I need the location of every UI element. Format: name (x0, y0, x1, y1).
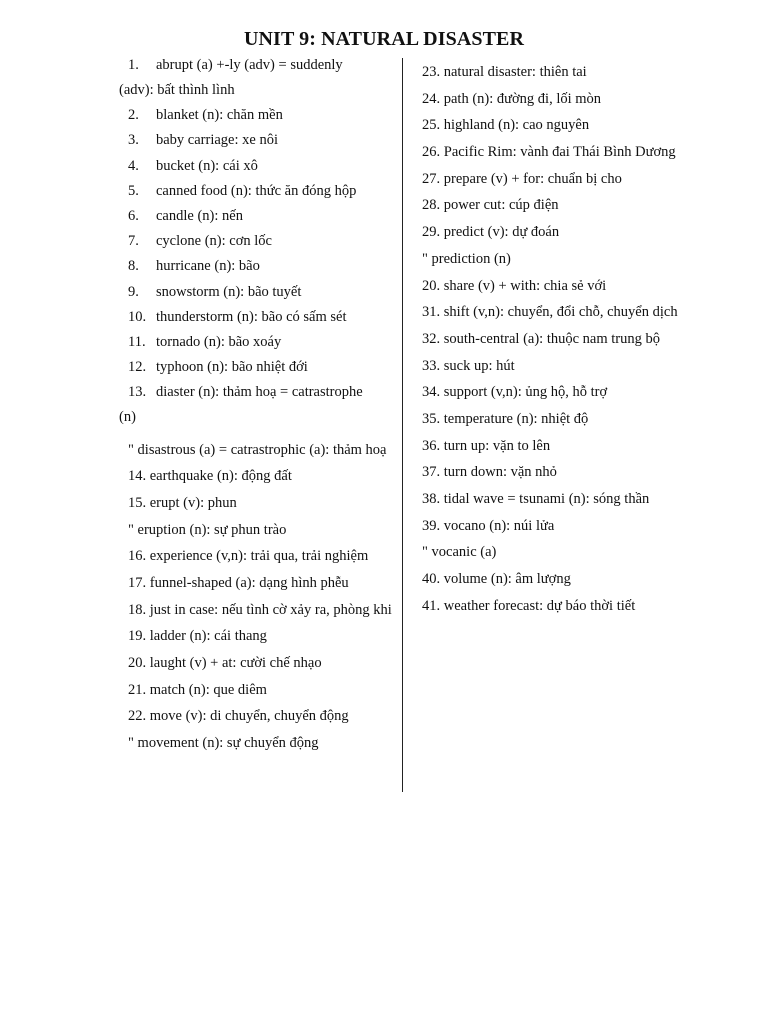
vocab-entry: 38. tidal wave = tsunami (n): sóng thần (422, 491, 650, 507)
vocab-entry: 20. share (v) + with: chia sẻ với (422, 277, 607, 294)
vocab-entry (119, 131, 395, 150)
vocab-entry: " disastrous (a) = catrastrophic (a): thảm hoạ (128, 442, 387, 459)
entry-number: 5. (128, 182, 139, 199)
entry-text: tornado (n): bão xoáy (156, 333, 282, 350)
vocab-entry (119, 56, 395, 75)
vocab-entry (119, 157, 395, 176)
right-column (413, 63, 703, 623)
entry-text: thunderstorm (n): bão có sấm sét (156, 308, 347, 325)
vocab-entry-continuation: (n) (119, 409, 136, 426)
entry-text: abrupt (a) +-ly (adv) = suddenly (156, 57, 343, 73)
vocab-entry: 15. erupt (v): phun (128, 494, 237, 511)
entry-number: 12. (128, 359, 147, 376)
vocab-entry (119, 308, 395, 327)
vocab-entry: 21. match (n): que diêm (128, 681, 267, 698)
entry-text: baby carriage: xe nôi (156, 132, 278, 149)
entry-number: 7. (128, 233, 139, 250)
column-divider (402, 58, 403, 792)
vocab-entry: 18. just in case: nếu tình cờ xảy ra, phòng khi (128, 601, 392, 618)
entry-number: 9. (128, 283, 139, 300)
vocab-entry: 27. prepare (v) + for: chuẩn bị cho (422, 170, 622, 187)
vocab-entry: 32. south-central (a): thuộc nam trung bộ (422, 330, 660, 347)
vocab-entry: " movement (n): sự chuyển động (128, 735, 319, 752)
entry-number: 2. (128, 107, 139, 124)
vocab-entry: 36. turn up: vặn to lên (422, 437, 551, 454)
vocab-entry: 37. turn down: vặn nhỏ (422, 464, 557, 481)
vocab-entry: 31. shift (v,n): chuyển, đổi chỗ, chuyển dịch (422, 304, 678, 321)
page-title: UNIT 9: NATURAL DISASTER (243, 28, 525, 50)
entry-number: 11. (128, 333, 146, 350)
entry-number: 6. (128, 207, 139, 224)
entry-text: canned food (n): thức ăn đóng hộp (156, 182, 357, 199)
entry-text: blanket (n): chăn mền (156, 107, 283, 124)
vocab-entry: 16. experience (v,n): trải qua, trải nghiệm (128, 548, 369, 565)
vocab-entry: 39. vocano (n): núi lửa (422, 517, 555, 534)
entry-text: snowstorm (n): bão tuyết (156, 283, 302, 300)
vocab-entry (119, 207, 395, 226)
entry-number: 8. (128, 258, 139, 275)
vocab-entry: 41. weather forecast: dự báo thời tiết (422, 597, 636, 614)
vocab-entry-continuation: (adv): bất thình lình (119, 82, 235, 99)
entry-number: 4. (128, 157, 139, 174)
vocab-entry: 14. earthquake (n): động đất (128, 468, 292, 485)
entry-text: hurricane (n): bão (156, 258, 260, 275)
vocab-entry: 34. support (v,n): ủng hộ, hỗ trợ (422, 384, 608, 401)
vocab-entry (119, 257, 395, 276)
vocab-entry: 28. power cut: cúp điện (422, 197, 559, 214)
vocab-entry (119, 182, 395, 201)
left-column (119, 56, 395, 753)
vocab-entry: " vocanic (a) (422, 544, 497, 561)
entry-number: 10. (128, 308, 147, 325)
entry-text: cyclone (n): cơn lốc (156, 233, 272, 250)
vocab-entry: 26. Pacific Rim: vành đai Thái Bình Dương (422, 144, 676, 161)
vocab-entry: 40. volume (n): âm lượng (422, 571, 571, 588)
vocab-entry: 24. path (n): đường đi, lối mòn (422, 90, 602, 107)
vocab-entry (119, 383, 395, 402)
vocab-entry: 22. move (v): di chuyển, chuyển động (128, 708, 349, 725)
vocab-entry: 33. suck up: hút (422, 357, 515, 374)
entry-text: typhoon (n): bão nhiệt đới (156, 359, 308, 376)
vocab-entry: 17. funnel-shaped (a): dạng hình phễu (128, 575, 349, 591)
vocab-entry: 23. natural disaster: thiên tai (422, 64, 587, 80)
vocab-entry: 19. ladder (n): cái thang (128, 628, 267, 645)
vocab-entry: 20. laught (v) + at: cười chế nhạo (128, 655, 322, 672)
entry-number: 13. (128, 384, 147, 401)
vocab-entry: 29. predict (v): dự đoán (422, 224, 560, 241)
entry-text: bucket (n): cái xô (156, 157, 258, 174)
vocab-entry (119, 283, 395, 302)
vocab-entry (119, 106, 395, 125)
vocab-entry (119, 232, 395, 251)
vocab-entry: " prediction (n) (422, 250, 511, 267)
entry-number: 1. (128, 57, 139, 73)
vocab-entry: 25. highland (n): cao nguyên (422, 117, 590, 134)
entry-number: 3. (128, 132, 139, 149)
vocab-entry: " eruption (n): sự phun trào (128, 521, 287, 538)
entry-text: candle (n): nến (156, 207, 243, 224)
entry-text: diaster (n): thảm hoạ = catrastrophe (156, 384, 363, 401)
vocab-entry (119, 333, 395, 352)
vocab-entry (119, 358, 395, 377)
vocab-entry: 35. temperature (n): nhiệt độ (422, 410, 589, 427)
